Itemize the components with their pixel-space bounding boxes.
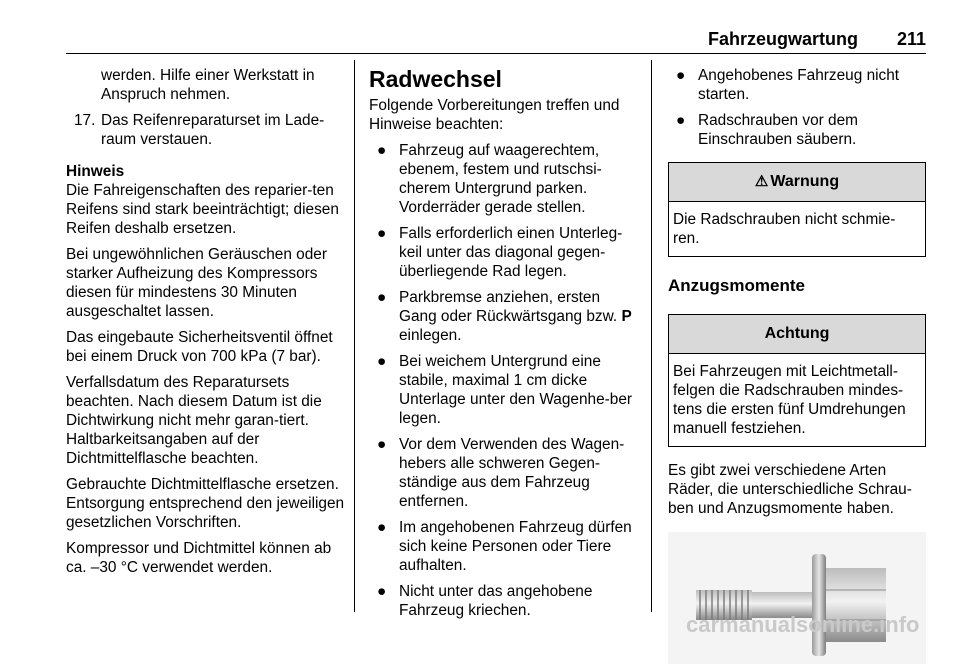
bullet-item xyxy=(369,224,637,281)
bullet-text-after: einlegen. xyxy=(399,327,462,344)
wheel-bolt-illustration xyxy=(668,532,926,664)
bullet-item xyxy=(369,518,637,575)
column-left xyxy=(66,66,346,584)
bullet-dot: ● xyxy=(377,225,387,242)
bullet-item xyxy=(369,435,637,511)
warning-title: Warnung xyxy=(770,173,840,190)
bullet-dot: ● xyxy=(676,67,686,84)
header-rule xyxy=(66,53,926,54)
section-heading: Radwechsel xyxy=(369,66,502,92)
bullet-text: Bei weichem Untergrund eine stabile, maximal 1 cm dicke Unterlage unter den Wagenhe-ber legen. xyxy=(399,353,633,427)
column-middle xyxy=(369,66,637,627)
list-item-17 xyxy=(66,111,346,149)
bullet-text: Falls erforderlich einen Unterleg-keil unter das diagonal gegen-überliegende Rad legen. xyxy=(399,225,623,280)
bullet-item xyxy=(369,352,637,428)
paragraph-temperature: Kompressor und Dichtmittel können ab ca. –30 °C verwendet werden. xyxy=(66,540,332,576)
paragraph-expiry: Verfallsdatum des Reparatursets beachten. Nach diesem Datum ist die Dichtwirkung nicht mehr garan-tiert. Haltbarkeitsangaben auf der Dichtmittelflasche beachten. xyxy=(66,374,322,467)
bullet-text: Angehobenes Fahrzeug nicht starten. xyxy=(698,67,900,103)
bullet-item xyxy=(369,582,637,620)
caution-title: Achtung xyxy=(669,315,925,354)
bullet-text: Im angehobenen Fahrzeug dürfen sich keine Personen oder Tiere aufhalten. xyxy=(399,519,632,574)
warning-text: Die Radschrauben nicht schmie-ren. xyxy=(673,211,896,247)
bullet-item xyxy=(369,141,637,217)
column-divider-2 xyxy=(651,60,652,612)
bullet-dot: ● xyxy=(377,583,387,600)
bullet-item xyxy=(369,288,637,345)
list-item-continuation: werden. Hilfe einer Werkstatt in Anspruch nehmen. xyxy=(101,67,315,103)
bullet-dot: ● xyxy=(377,436,387,453)
subsection-heading: Anzugsmomente xyxy=(668,276,805,295)
bullet-dot: ● xyxy=(377,353,387,370)
paragraph-disposal: Gebrauchte Dichtmittelflasche ersetzen. Entsorgung entsprechend den jeweiligen gesetzlichen Vorschriften. xyxy=(66,476,345,531)
bullet-dot: ● xyxy=(377,289,387,306)
caution-text: Bei Fahrzeugen mit Leichtmetall-felgen die Radschrauben mindes-tens die ersten fünf Umdrehungen manuell festziehen. xyxy=(673,363,906,437)
warning-box xyxy=(668,162,926,257)
bullet-text-before: Parkbremse anziehen, ersten Gang oder Rückwärtsgang bzw. xyxy=(399,289,622,325)
bullet-item xyxy=(668,111,926,149)
page-number: 211 xyxy=(896,29,926,49)
paragraph-wheel-types: Es gibt zwei verschiedene Arten Räder, die unterschiedliche Schrau-ben und Anzugsmomente haben. xyxy=(668,462,912,517)
paragraph-compressor: Bei ungewöhnlichen Geräuschen oder starker Aufheizung des Kompressors diesen für mindestens 30 Minuten ausgeschaltet lassen. xyxy=(66,246,327,320)
list-item-number: 17. xyxy=(74,112,96,129)
page-header-title: Fahrzeugwartung xyxy=(707,29,858,49)
bullet-item xyxy=(668,66,926,104)
paragraph-safety-valve: Das eingebaute Sicherheitsventil öffnet bei einem Druck von 700 kPa (7 bar). xyxy=(66,329,333,365)
bullet-dot: ● xyxy=(377,519,387,536)
section-intro: Folgende Vorbereitungen treffen und Hinweise beachten: xyxy=(369,97,620,133)
column-right xyxy=(668,66,926,664)
bullet-list xyxy=(369,141,637,620)
watermark-text: carmanualsonline.info xyxy=(686,612,920,637)
bullet-text: Radschrauben vor dem Einschrauben säubern. xyxy=(698,112,858,148)
caution-box xyxy=(668,314,926,447)
warning-triangle-icon: ⚠ xyxy=(754,173,769,190)
bullet-text: Fahrzeug auf waagerechtem, ebenem, festem und rutschsi-cherem Untergrund parken. Vorderräder gerade stellen. xyxy=(399,142,602,216)
warning-header xyxy=(669,163,925,202)
bullet-dot: ● xyxy=(377,142,387,159)
bullet-dot: ● xyxy=(676,112,686,129)
note-heading: Hinweis xyxy=(66,163,125,180)
list-item-text: Das Reifenreparaturset im Lade-raum verstauen. xyxy=(101,112,325,148)
gear-p-label: P xyxy=(621,308,632,325)
bullet-text: Vor dem Verwenden des Wagen-hebers alle schweren Gegen-ständige aus dem Fahrzeug entfernen. xyxy=(399,436,625,510)
note-text: Die Fahreigenschaften des reparier-ten Reifens sind stark beeinträchtigt; diesen Reifen deshalb ersetzen. xyxy=(66,182,339,237)
bullet-text: Nicht unter das angehobene Fahrzeug kriechen. xyxy=(399,583,593,619)
column-divider-1 xyxy=(354,60,355,612)
